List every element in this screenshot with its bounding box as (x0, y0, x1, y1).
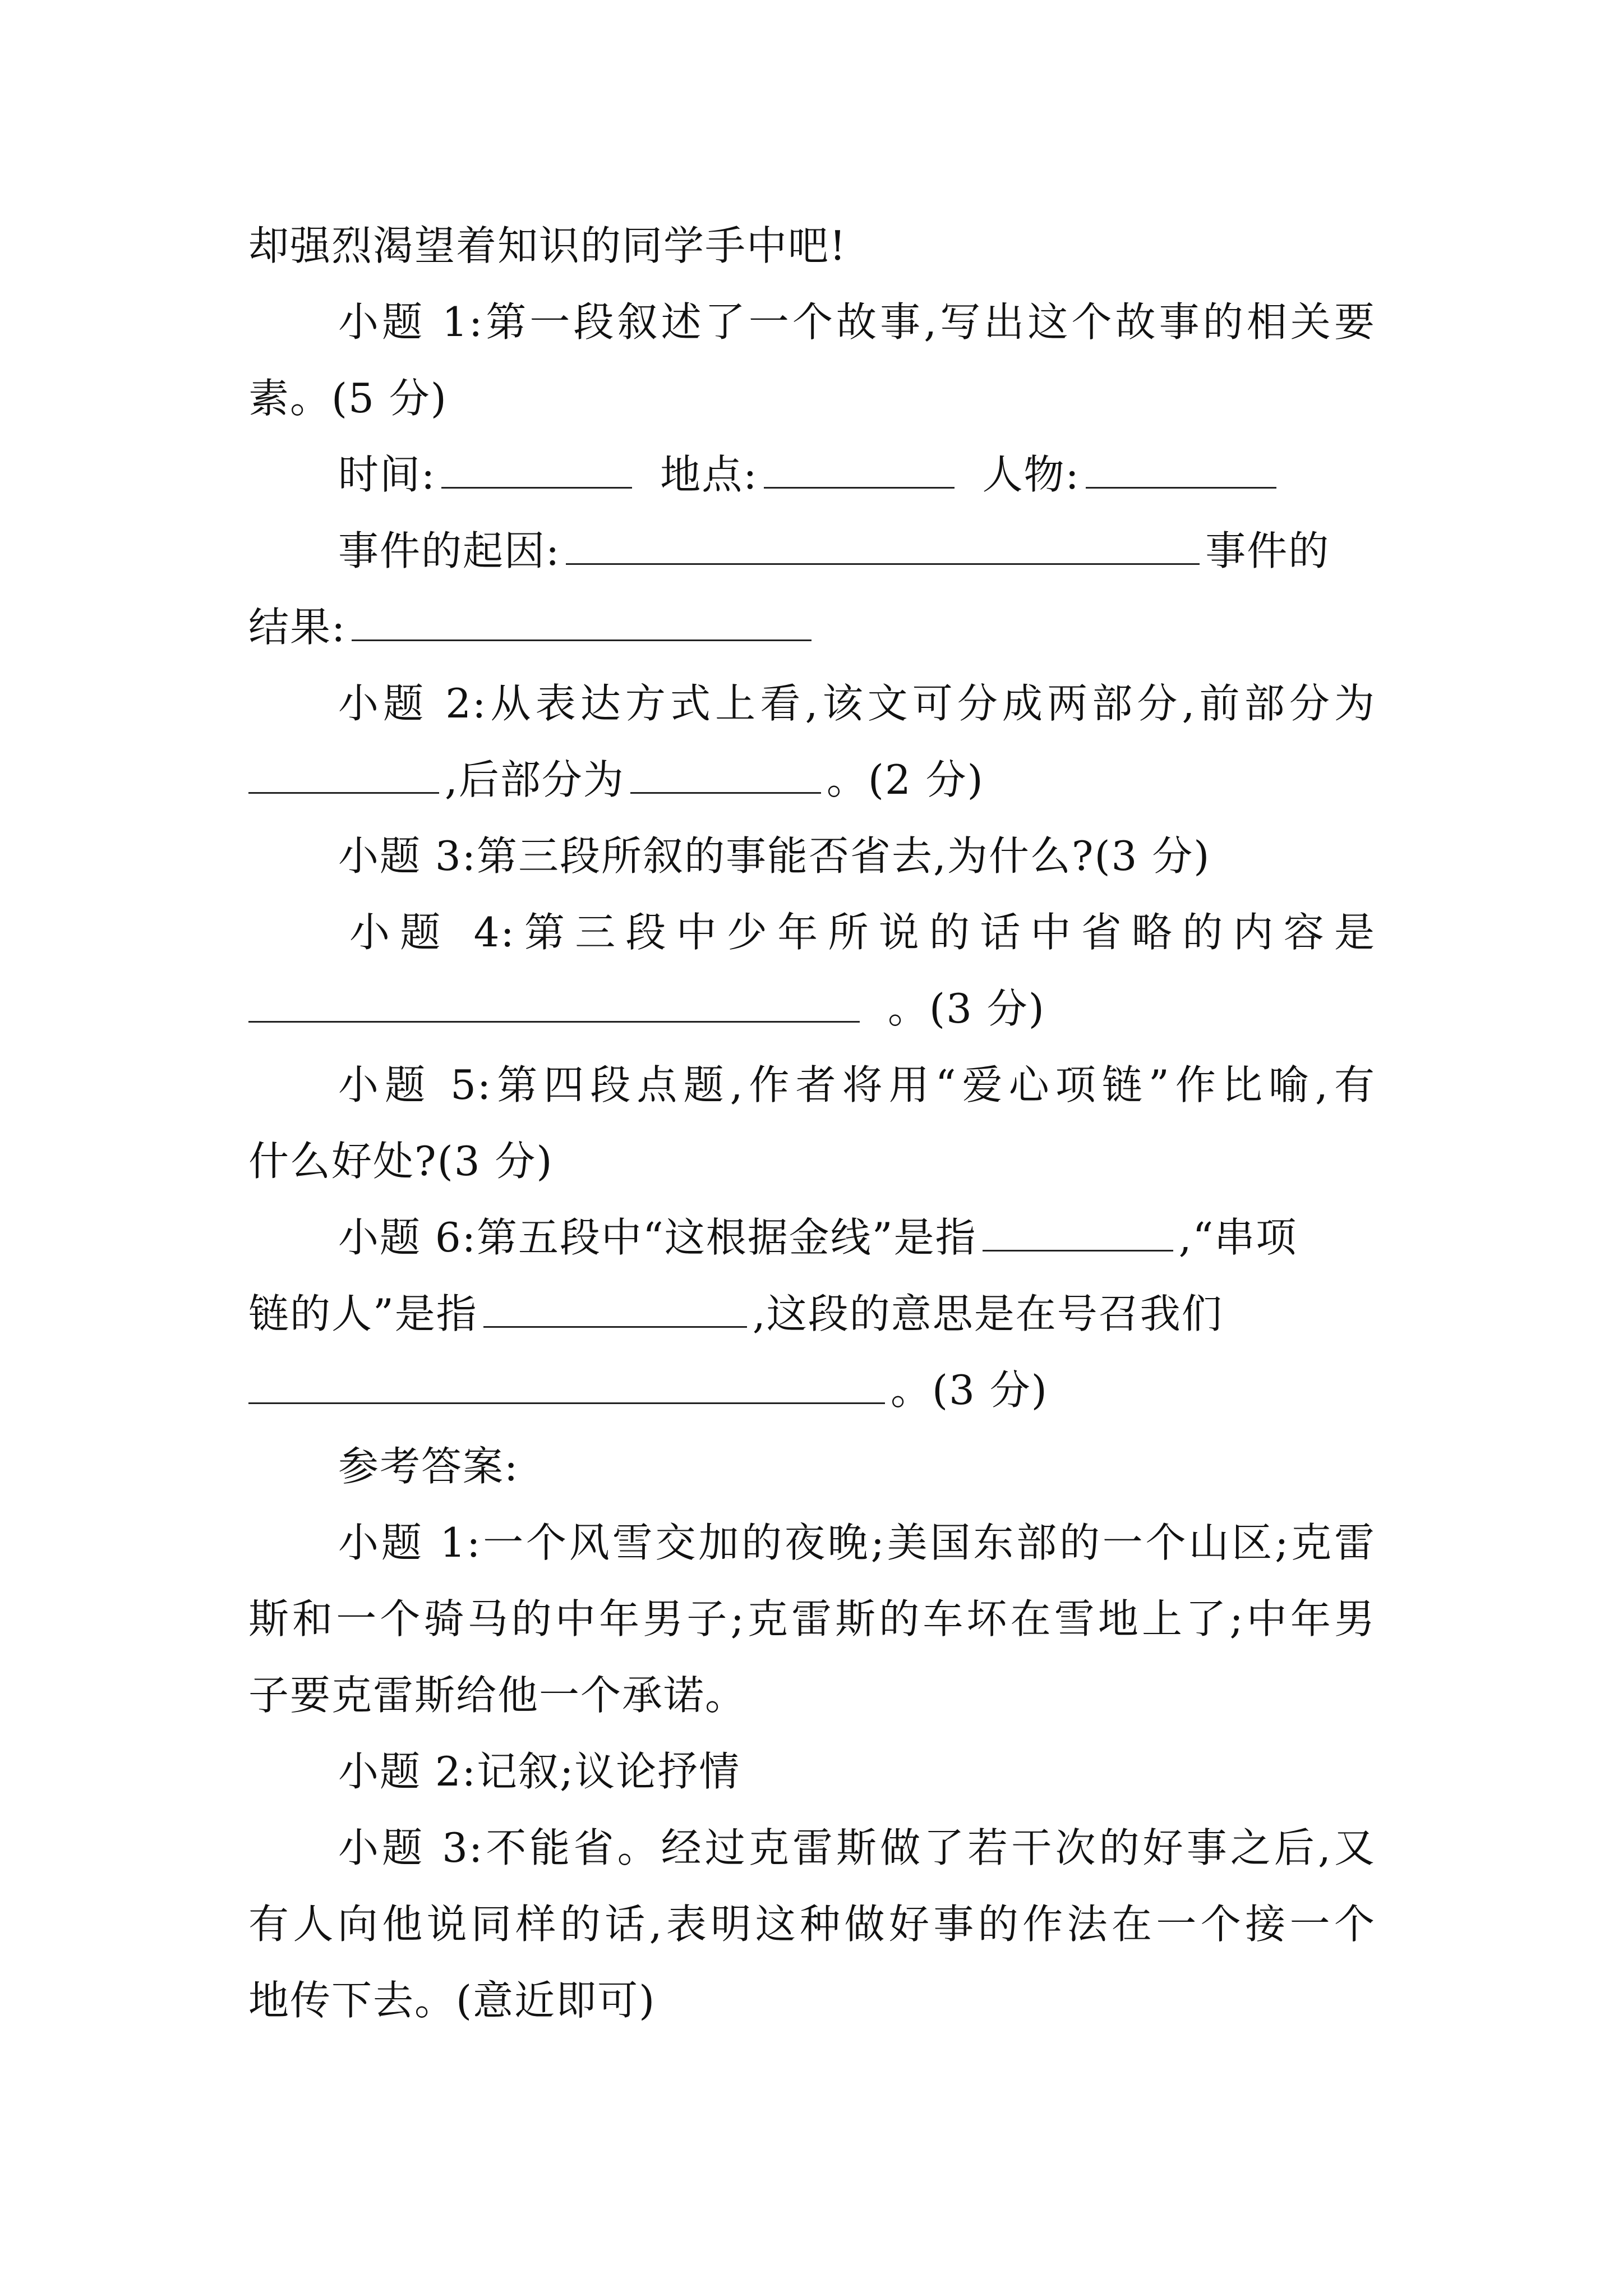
result-blank[interactable] (352, 600, 811, 641)
text-line: 却强烈渴望着知识的同学手中吧! (248, 222, 847, 269)
gold-thread-label: 小题 6:第五段中“这根据金线”是指 (338, 1214, 977, 1261)
place-blank[interactable] (764, 448, 955, 489)
question-1-fields-row3 (248, 589, 1376, 665)
question-6-cont (248, 1276, 1376, 1352)
necklace-person-label: 链的人”是指 (248, 1290, 478, 1337)
answer-1: 小题 1:一个风雪交加的夜晚;美国东部的一个山区;克雷 (338, 1519, 1376, 1566)
question-1-fields-row2 (248, 513, 1376, 589)
question-5: 小题 5:第四段点题,作者将用“爱心项链”作比喻,有 (338, 1061, 1376, 1108)
omitted-content-blank[interactable] (248, 982, 860, 1023)
question-1-fields-row1 (248, 436, 1376, 513)
person-blank[interactable] (1086, 448, 1276, 489)
document-page (248, 208, 1376, 2039)
meaning-label: ,这段的意思是在号召我们 (752, 1290, 1223, 1337)
cause-blank[interactable] (566, 524, 1200, 565)
question-5-cont: 什么好处?(3 分) (248, 1138, 554, 1185)
question-1: 小题 1:第一段叙述了一个故事,写出这个故事的相关要 (338, 298, 1376, 346)
gold-thread-blank[interactable] (983, 1211, 1173, 1251)
question-2-score: 。(2 分) (826, 756, 984, 803)
back-part-blank[interactable] (630, 753, 821, 794)
time-label: 时间: (338, 451, 436, 498)
front-part-blank[interactable] (248, 753, 439, 794)
question-3: 小题 3:第三段所叙的事能否省去,为什么?(3 分) (338, 832, 1211, 880)
meaning-blank[interactable] (248, 1363, 885, 1404)
question-2: 小题 2:从表达方式上看,该文可分成两部分,前部分为 (338, 680, 1376, 727)
necklace-person-label-start: ,“串项 (1178, 1214, 1298, 1261)
question-6 (248, 1199, 1376, 1276)
question-6-score: 。(3 分) (891, 1366, 1048, 1414)
time-blank[interactable] (441, 448, 632, 489)
answer-heading: 参考答案: (338, 1443, 519, 1490)
cause-label: 事件的起因: (338, 527, 561, 574)
answer-1-cont2: 子要克雷斯给他一个承诺。 (248, 1672, 747, 1719)
question-2-cont (248, 742, 1376, 818)
answer-3-cont: 有人向他说同样的话,表明这种做好事的作法在一个接一个 (248, 1901, 1376, 1948)
back-part-label: ,后部分为 (445, 756, 625, 803)
person-label: 人物: (982, 451, 1080, 498)
question-4-cont (248, 970, 1376, 1047)
answer-3: 小题 3:不能省。经过克雷斯做了若干次的好事之后,又 (338, 1824, 1376, 1871)
answer-3-cont2: 地传下去。(意近即可) (248, 1977, 656, 2024)
question-4-score: 。(3 分) (888, 985, 1045, 1032)
result-label-end: 结果: (248, 604, 347, 651)
answer-2: 小题 2:记叙;议论抒情 (338, 1748, 741, 1795)
answer-1-cont: 斯和一个骑马的中年男子;克雷斯的车坏在雪地上了;中年男 (248, 1595, 1376, 1642)
question-4: 小题 4:第三段中少年所说的话中省略的内容是 (349, 909, 1376, 956)
question-6-cont2 (248, 1352, 1376, 1428)
necklace-person-blank[interactable] (483, 1287, 747, 1328)
result-label-start: 事件的 (1205, 527, 1330, 574)
question-1-cont: 素。(5 分) (248, 375, 448, 422)
place-label: 地点: (660, 451, 758, 498)
